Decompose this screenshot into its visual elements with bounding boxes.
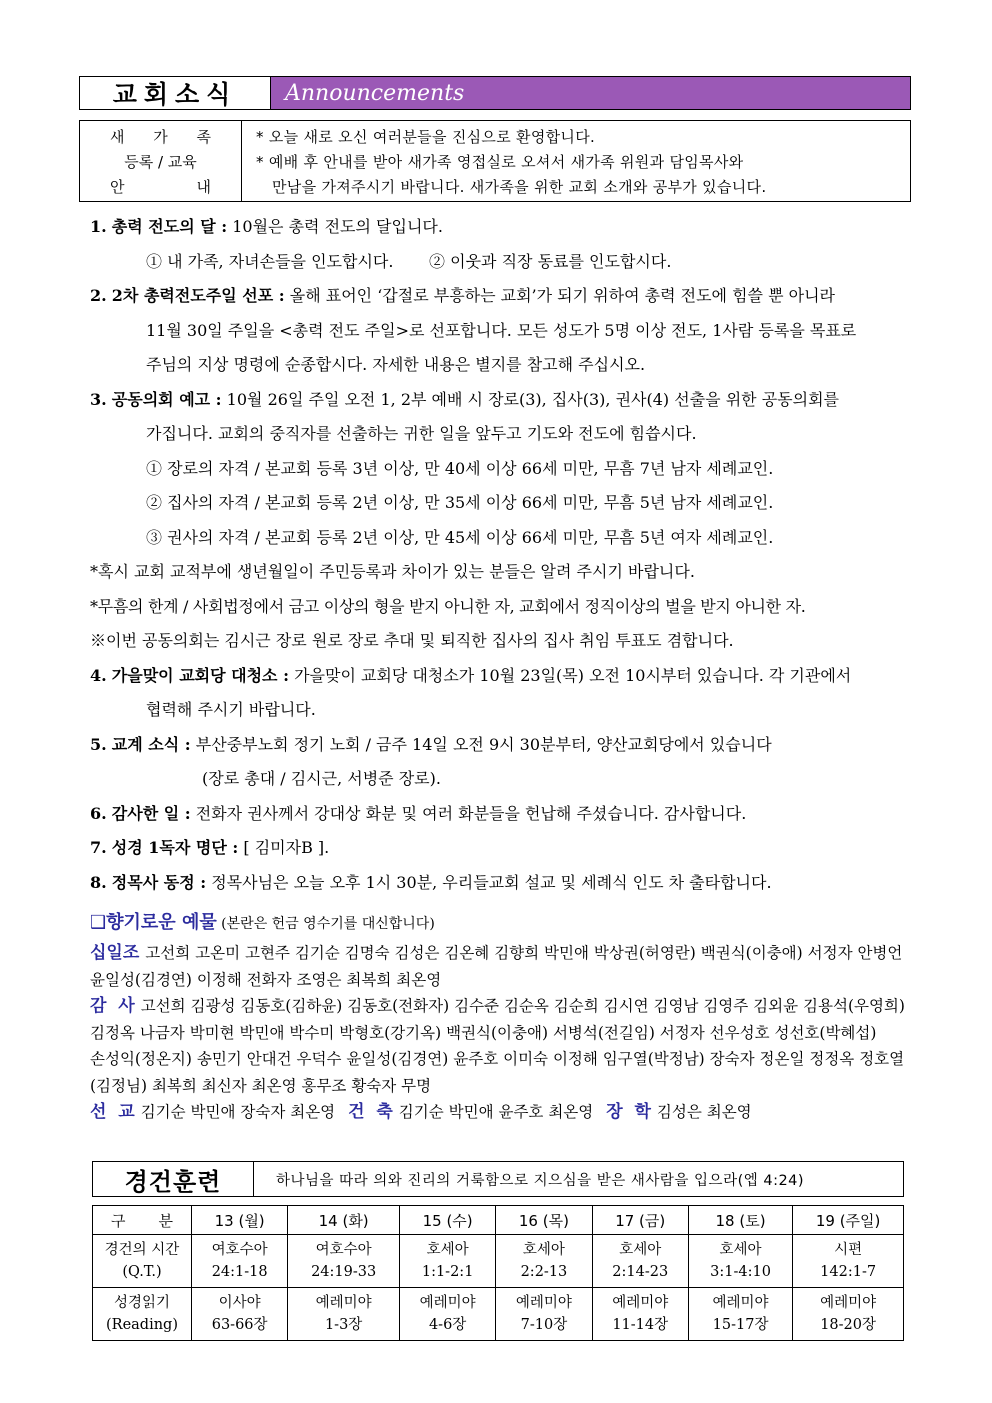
offering-label: 감 사 [90,996,135,1016]
offerings-heading: ❑향기로운 예물 [90,912,217,933]
newcomer-label-line1: 새 가 족 [110,128,211,146]
announcement-note: *혹시 교회 교적부에 생년월일이 주민등록과 차이가 있는 분들은 알려 주시기 바랍니다. [90,562,695,581]
table-cell: 예레미야 18-20장 [793,1288,904,1341]
table-header-row [93,1206,904,1235]
table-cell: 호세아 2:2-13 [496,1235,592,1288]
announcement-item-5: 5. 교계 소식 : 부산중부노회 정기 노회 / 금주 14일 오전 9시 30분부터, 양산교회당에서 있습니다 [90,734,772,754]
table-row-reading [93,1288,904,1341]
table-cell: 예레미야 7-10장 [496,1288,592,1341]
table-header-day: 16 (목) [496,1206,592,1235]
offering-label: 건 축 [348,1102,393,1122]
announcement-item-3-sub: ① 장로의 자격 / 본교회 등록 3년 이상, 만 40세 이상 66세 미만, 무흠 7년 남자 세례교인. [146,458,774,478]
announcement-list [90,210,910,900]
table-row-label: 경건의 시간 (Q.T.) [93,1235,192,1288]
announcement-item-8: 8. 정목사 동정 : 정목사님은 오늘 오후 1시 30분, 우리들교회 설교 및 세례식 인도 차 출타합니다. [90,872,772,892]
table-cell: 호세아 1:1-2:1 [399,1235,495,1288]
offerings-section [90,906,905,1126]
announcement-item-5-cont: (장로 총대 / 김시근, 서병준 장로). [202,769,441,788]
table-cell: 예레미야 11-14장 [592,1288,688,1341]
announcement-item-1: 1. 총력 전도의 달 : 10월은 총력 전도의 달입니다. [90,217,443,236]
table-cell: 예레미야 4-6장 [399,1288,495,1341]
newcomer-label-line3: 안 내 [110,178,211,196]
table-cell: 예레미야 1-3장 [288,1288,400,1341]
announcement-item-7: 7. 성경 1독자 명단 : [ 김미자B ]. [90,838,330,857]
header-title-korean: 교회소식 [80,77,271,109]
table-cell: 시편 142:1-7 [793,1235,904,1288]
offering-thanks: 감 사 고선희 김광성 김동호(김하윤) 김동호(전화자) 김수준 김순옥 김순희 김시연 김영남 김영주 김외윤 김용석(우영희) 김정옥 나금자 박미현 박민애 박수미 박형호(강기옥) 백권식(이충애) 서병석(전길임) 서정자 선우성호 성선호(박혜섭) 손성익(정온지) 송민기 안대건 우덕수 윤일성(김경연) 윤주호 이미숙 이정해 임구열(박정남) 장숙자 정온일 정정옥 정호열(김정님) 최복희 최신자 최온영 홍무조 황숙자 무명 [90,996,905,1095]
table-header-day: 14 (화) [288,1206,400,1235]
table-cell: 호세아 2:14-23 [592,1235,688,1288]
announcement-item-4-cont: 협력해 주시기 바랍니다. [146,700,316,719]
newcomer-line: 만남을 가져주시기 바랍니다. 새가족을 위한 교회 소개와 공부가 있습니다. [272,178,767,196]
offering-other: 선 교 김기순 박민애 장숙자 최온영 건 축 김기순 박민애 윤주호 최온영 장 학 김성은 최온영 [90,1102,752,1122]
table-cell: 여호수아 24:1-18 [192,1235,288,1288]
announcement-item-3: 3. 공동의회 예고 : 10월 26일 주일 오전 1, 2부 예배 시 장로(3), 집사(3), 권사(4) 선출을 위한 공동의회를 [90,389,839,409]
offering-label: 선 교 [90,1102,135,1122]
table-header-day: 13 (월) [192,1206,288,1235]
devotion-header [92,1161,904,1197]
table-header-day: 18 (토) [688,1206,792,1235]
offerings-subtitle: (본란은 헌금 영수기를 대신합니다) [216,916,435,932]
table-header-day: 19 (주일) [793,1206,904,1235]
announcement-item-2-cont: 주님의 지상 명령에 순종합시다. 자세한 내용은 별지를 참고해 주십시오. [146,355,646,374]
newcomer-box [79,120,911,202]
devotion-verse: 하나님을 따라 의와 진리의 거룩함으로 지으심을 받은 새사람을 입으라(엡 4:24) [276,1172,805,1189]
table-header-day: 17 (금) [592,1206,688,1235]
table-cell: 여호수아 24:19-33 [288,1235,400,1288]
table-header-day: 15 (수) [399,1206,495,1235]
newcomer-line: * 오늘 새로 오신 여러분들을 진심으로 환영합니다. [256,128,596,146]
devotion-title: 경건훈련 [93,1162,254,1196]
table-cell: 이사야 63-66장 [192,1288,288,1341]
offerings-title [90,906,905,940]
table-cell: 예레미야 15-17장 [688,1288,792,1341]
newcomer-line: * 예배 후 안내를 받아 새가족 영접실로 오셔서 새가족 위원과 담임목사와 [256,153,744,171]
newcomer-label-line2: 등록 / 교육 [124,153,197,171]
header-title-english: Announcements [271,77,910,109]
table-row-label: 성경읽기 (Reading) [93,1288,192,1341]
announcement-item-1-sub: ① 내 가족, 자녀손들을 인도합시다. ② 이웃과 직장 동료를 인도합시다. [146,251,672,271]
announcement-item-2: 2. 2차 총력전도주일 선포 : 올해 표어인 ‘갑절로 부흥하는 교회’가 되기 위하여 총력 전도에 힘쓸 뿐 아니라 [90,286,835,305]
table-cell: 호세아 3:1-4:10 [688,1235,792,1288]
announcement-item-3-sub: ② 집사의 자격 / 본교회 등록 2년 이상, 만 35세 이상 66세 미만, 무흠 5년 남자 세례교인. [146,493,774,512]
table-header-label: 구 분 [93,1206,192,1235]
newcomer-text [242,121,910,201]
announcement-item-4: 4. 가을맞이 교회당 대청소 : 가을맞이 교회당 대청소가 10월 23일(목) 오전 10시부터 있습니다. 각 기관에서 [90,665,852,685]
offering-tithe: 십일조 고선희 고온미 고현주 김기순 김명숙 김성은 김온혜 김향희 박민애 박상권(허영란) 백권식(이충애) 서정자 안병언 윤일성(김경연) 이정해 전화자 조영은 최복희 최온영 [90,943,903,989]
announcement-note: *무흠의 한계 / 사회법정에서 금고 이상의 형을 받지 아니한 자, 교회에서 정직이상의 벌을 받지 아니한 자. [90,596,806,616]
table-row-qt [93,1235,904,1288]
announcements-header [79,76,911,110]
announcement-item-6: 6. 감사한 일 : 전화자 권사께서 강대상 화분 및 여러 화분들을 헌납해 주셨습니다. 감사합니다. [90,803,747,823]
announcement-item-3-cont: 가집니다. 교회의 중직자를 선출하는 귀한 일을 앞두고 기도와 전도에 힘씁시다. [146,424,697,443]
announcement-item-2-cont: 11월 30일 주일을 <총력 전도 주일>로 선포합니다. 모든 성도가 5명 이상 전도, 1사람 등록을 목표로 [146,320,857,340]
devotion-table [92,1205,904,1341]
offering-label: 장 학 [606,1102,651,1122]
announcement-note: ※이번 공동의회는 김시근 장로 원로 장로 추대 및 퇴직한 집사의 집사 취임 투표도 겸합니다. [90,631,734,650]
offering-label: 십일조 [90,943,140,963]
newcomer-labels [80,121,242,201]
announcement-item-3-sub: ③ 권사의 자격 / 본교회 등록 2년 이상, 만 45세 이상 66세 미만, 무흠 5년 여자 세례교인. [146,527,774,547]
